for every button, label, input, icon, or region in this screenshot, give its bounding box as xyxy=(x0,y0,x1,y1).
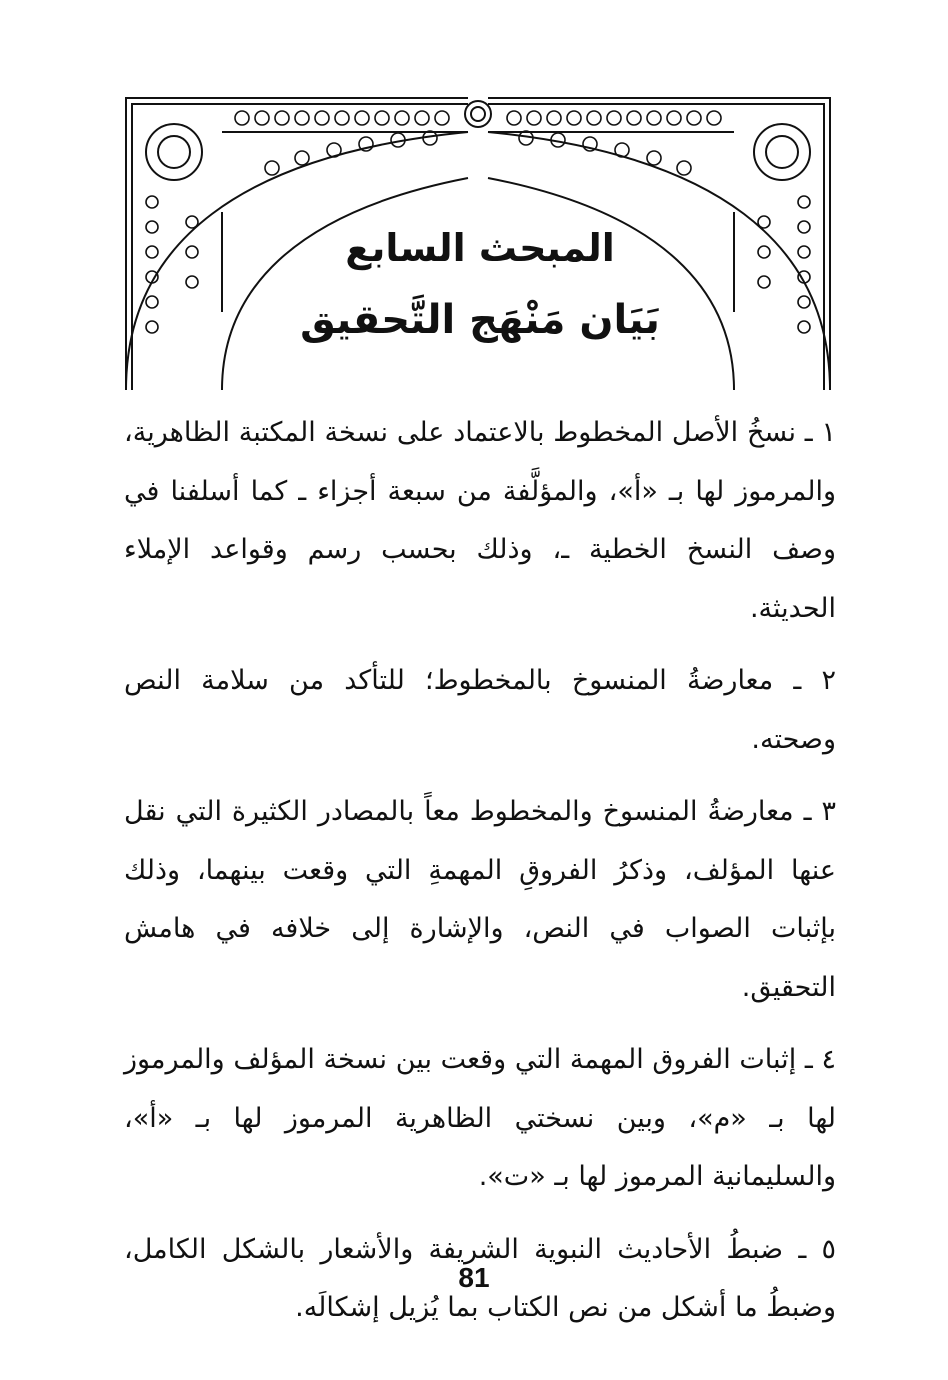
chapter-label: المبحث السابع xyxy=(345,226,615,270)
page-number: 81 xyxy=(458,1262,490,1293)
paragraph-1: ١ ـ نسخُ الأصل المخطوط بالاعتماد على نسخة المكتبة الظاهرية، والمرموز لها بـ «أ»، والمؤلَّفة من سبعة أجزاء ـ كما أسلفنا في وصف النسخ الخطية ـ، وذلك بحسب رسم وقواعد الإملاء الحديثة. xyxy=(124,417,836,624)
paragraph-2: ٢ ـ معارضةُ المنسوخ بالمخطوط؛ للتأكد من سلامة النص وصحته. xyxy=(124,665,836,755)
body-text xyxy=(124,404,836,1352)
chapter-heading xyxy=(260,222,700,348)
paragraph-5: ٥ ـ ضبطُ الأحاديث النبوية الشريفة والأشعار بالشكل الكامل، وضبطُ ما أشكل من نص الكتاب بما يُزيل إشكالَه. xyxy=(124,1233,836,1323)
chapter-title: بَيَان مَنْهَج التَّحقيق xyxy=(300,297,660,343)
paragraph-4: ٤ ـ إثبات الفروق المهمة التي وقعت بين نسخة المؤلف والمرموز لها بـ «م»، وبين نسختي الظاهرية المرموز لها بـ «أ»، والسليمانية المرموز لها بـ «ت». xyxy=(124,1044,836,1192)
paragraph-3: ٣ ـ معارضةُ المنسوخ والمخطوط معاً بالمصادر الكثيرة التي نقل عنها المؤلف، وذكرُ الفروقِ المهمةِ التي وقعت بينهما، وذلك بإثبات الصواب في النص، والإشارة إلى خلافه في هامش التحقيق. xyxy=(124,796,836,1003)
